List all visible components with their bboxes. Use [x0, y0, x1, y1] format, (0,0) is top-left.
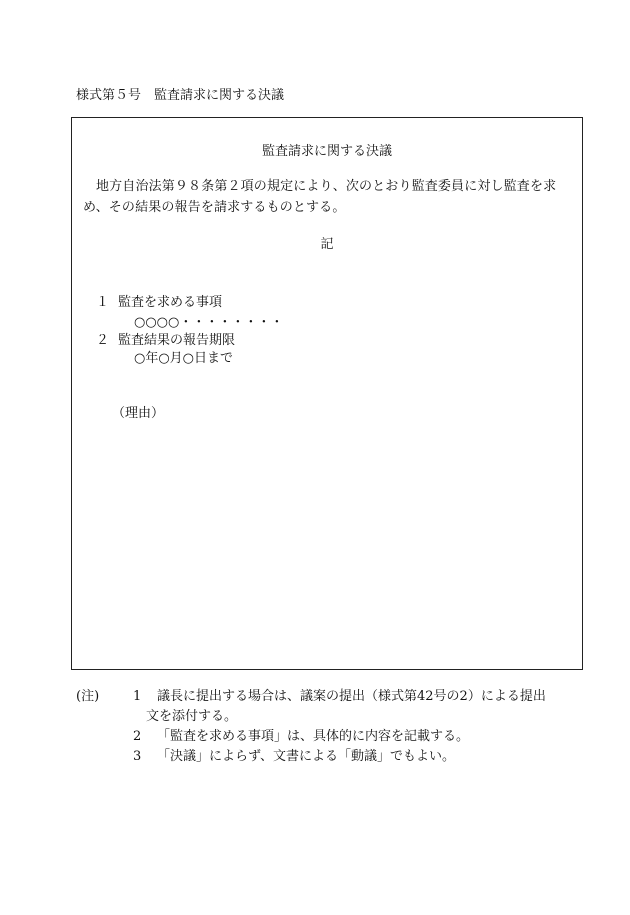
note-text: 「監査を求める事項」は、具体的に内容を記載する。: [157, 729, 470, 744]
note-item-1-continuation: 文を添付する。: [146, 709, 238, 724]
note-item-1: [133, 685, 546, 704]
resolution-form-box: [71, 117, 583, 670]
note-text: 議長に提出する場合は、議案の提出（様式第42号の2）による提出: [157, 689, 546, 704]
document-title: 監査請求に関する決議: [261, 144, 392, 159]
form-number-header: 様式第５号 監査請求に関する決議: [76, 88, 285, 103]
item-label: 監査を求める事項: [118, 295, 223, 310]
body-paragraph: 地方自治法第９８条第２項の規定により、次のとおり監査委員に対し監査を求め、その結果の報告を請求するものとする。: [83, 179, 557, 215]
note-item-3: [133, 745, 455, 764]
note-text: 「決議」によらず、文書による「動議」でもよい。: [157, 749, 455, 764]
item-audit-matters-value: ○○○○・・・・・・・・: [134, 315, 284, 330]
note-item-2: [133, 725, 469, 744]
item-number: １: [96, 295, 110, 310]
item-audit-matters: [96, 291, 222, 310]
reason-label: （理由）: [112, 406, 165, 421]
ki-heading: 記: [320, 237, 334, 252]
note-number: 3: [133, 749, 142, 764]
item-label: 監査結果の報告期限: [118, 333, 236, 348]
item-report-deadline: [96, 329, 235, 348]
note-number: 2: [133, 729, 142, 744]
item-report-deadline-value: ○年○月○日まで: [134, 351, 234, 366]
note-number: 1: [133, 689, 142, 704]
item-number: ２: [96, 333, 110, 348]
notes-label: (注): [76, 689, 100, 704]
